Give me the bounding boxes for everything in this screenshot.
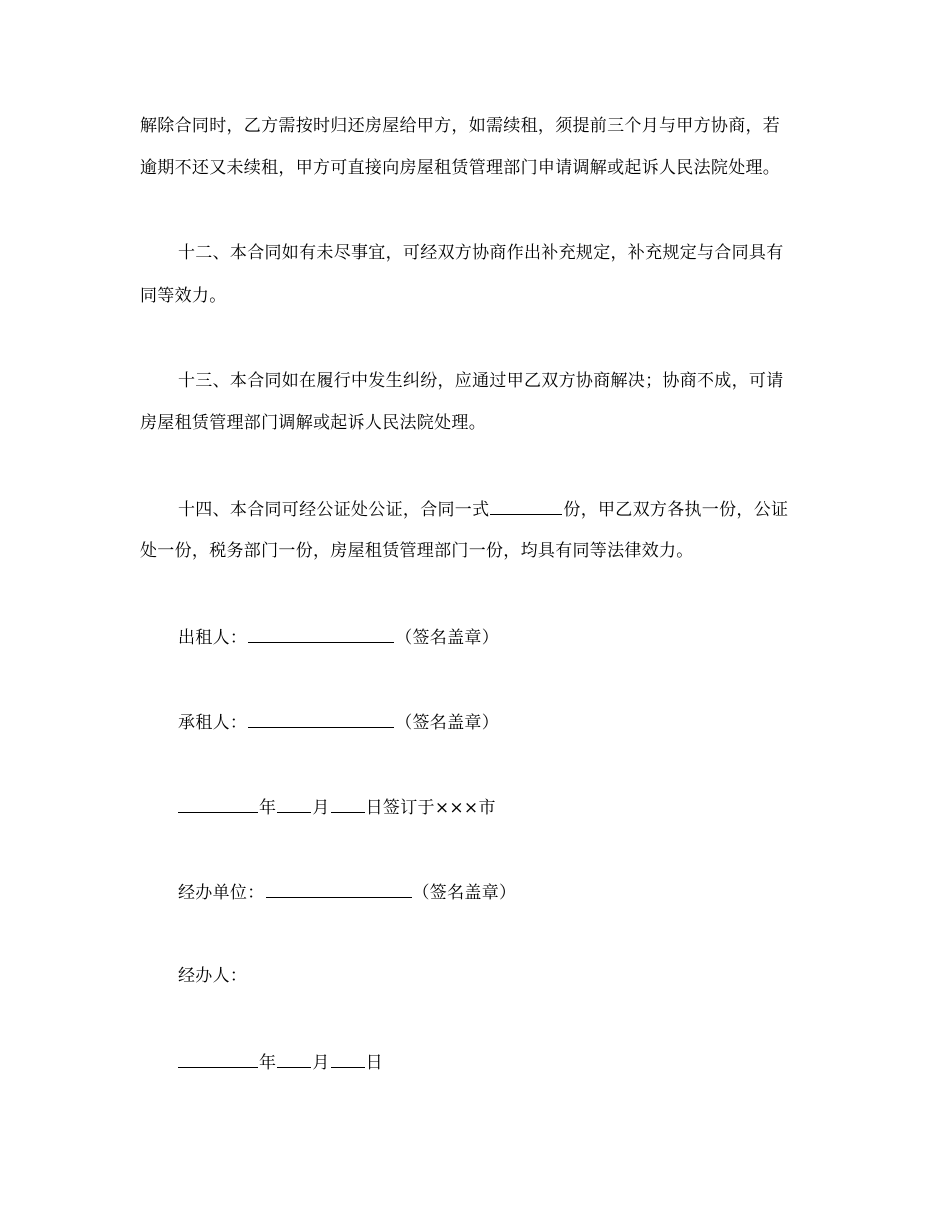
lessee-note: （签名盖章） [395,713,500,733]
signing-date-line [178,794,496,820]
clause-12-line-1: 十二、本合同如有未尽事宜，可经双方协商作出补充规定，补充规定与合同具有 [178,243,784,263]
final-date-line [178,1049,383,1075]
clause-14-prefix: 十四、本合同可经公证处公证，合同一式 [178,500,490,520]
signing-day-blank [331,794,365,813]
clause-13-line-2: 房屋租赁管理部门调解或起诉人民法院处理。 [140,413,486,433]
handler-label: 经办人： [178,966,248,986]
final-year-blank [178,1049,258,1068]
final-day-label: 日 [365,1053,383,1073]
lessee-signature-blank [248,709,394,728]
lessor-note: （签名盖章） [395,628,500,648]
signing-month-blank [277,794,311,813]
final-year-label: 年 [259,1053,277,1073]
copies-count-blank [490,496,562,515]
agency-label: 经办单位： [178,883,265,903]
agency-note: （签名盖章） [412,883,517,903]
clause-12-line-2: 同等效力。 [140,286,227,306]
final-month-blank [277,1049,311,1068]
lessee-signature-line [178,709,499,735]
lessor-label: 出租人： [178,628,248,648]
clause-14-suffix: 份，甲乙双方各执一份，公证 [563,500,789,520]
signing-year-blank [178,794,258,813]
lessor-signature-blank [248,624,394,643]
clause-11-line-2: 逾期不还又未续租，甲方可直接向房屋租赁管理部门申请调解或起诉人民法院处理。 [140,158,781,178]
agency-signature-line [178,879,516,905]
clause-13-line-1: 十三、本合同如在履行中发生纠纷，应通过甲乙双方协商解决；协商不成，可请 [178,371,784,391]
clause-11-line-1: 解除合同时，乙方需按时归还房屋给甲方，如需续租，须提前三个月与甲方协商，若 [140,116,781,136]
signing-month-label: 月 [312,798,330,818]
clause-14-line-2: 处一份，税务部门一份，房屋租赁管理部门一份，均具有同等法律效力。 [140,541,694,561]
final-day-blank [331,1049,365,1068]
final-month-label: 月 [312,1053,330,1073]
clause-14-line-1 [178,496,788,522]
agency-signature-blank [266,879,412,898]
signing-year-label: 年 [259,798,277,818]
signing-day-place: 日签订于×××市 [365,798,496,818]
handler-line [178,964,247,988]
lessee-label: 承租人： [178,713,248,733]
lessor-signature-line [178,624,499,650]
